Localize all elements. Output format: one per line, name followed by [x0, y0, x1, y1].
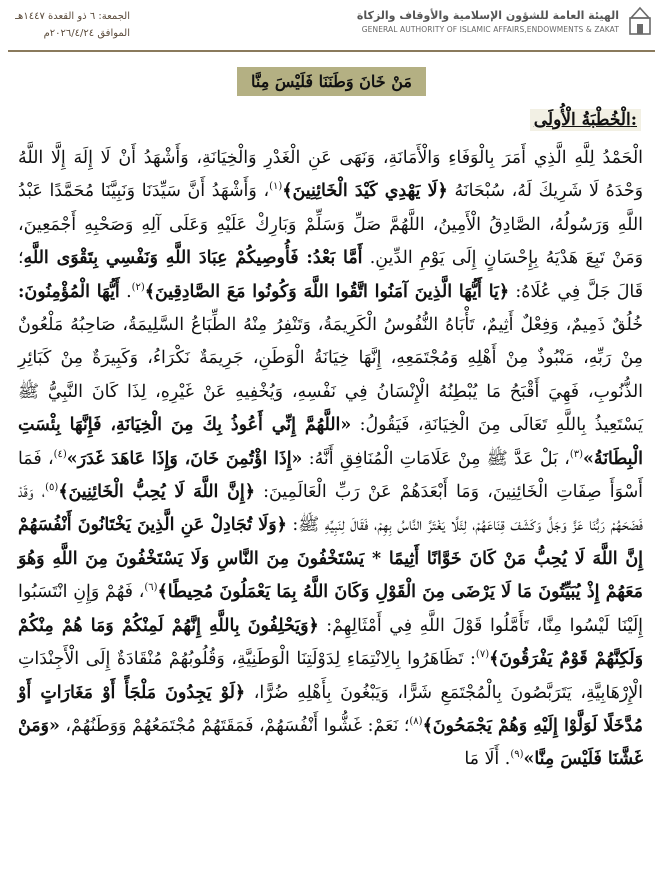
title-wrapper	[0, 67, 663, 96]
first-sermon-heading-wrapper	[530, 110, 641, 130]
emphasized-text: «اللَّهُمَّ إِنِّي أَعُوذُ بِكَ مِنَ الْخِيَانَةِ، فَإِنَّهَا بِئْسَتِ الْبِطَانَةُ»	[18, 415, 643, 469]
sermon-text: ، فَهُمْ وَإِنِ انْتَسَبُوا إِلَيْنَا لَيْسُوا مِنَّا، تَأَمَّلُوا قَوْلَ اللَّهِ فِي أَمْثَالِهِمْ:	[18, 582, 643, 636]
footnote-marker: (٩)	[510, 749, 524, 761]
emphasized-text: «إِذَا اؤْتُمِنَ خَانَ، وَإِذَا عَاهَدَ غَدَرَ»	[66, 448, 303, 469]
sermon-text: : تَظَاهَرُوا بِالِانْتِمَاءِ لِدَوْلَتِنَا الْوَطَنِيَّةِ، وَقُلُوبُهُمْ مُنْقَادَةٌ إِلَى الْأَجِنْدَاتِ الْإِرْهَابِيَّةِ، يَتَرَبَّصُونَ بِالْمُجْتَمَعِ شَرًّا، وَيَبْغُونَ بِأَهْلِهِ ضُرًّا،	[18, 649, 643, 703]
emphasized-text: ﴿وَيَحْلِفُونَ بِاللَّهِ إِنَّهُمْ لَمِنْكُمْ وَمَا هُمْ مِنْكُمْ وَلَكِنَّهُمْ قَوْمٌ يَفْرَقُونَ﴾	[18, 615, 643, 670]
emphasized-text: أَمَّا بَعْدُ: فَأُوصِيكُمْ عِبَادَ اللَّهِ وَنَفْسِي بِتَقْوَى اللَّهِ	[23, 248, 363, 269]
sermon-text: ، وَقَدْ فَضَحَهُمْ رَبُّنَا عَزَّ وَجَلَّ وَكَشَفَ قِنَاعَهُمْ، لِئَلَّا يَغْتَرَّ النَّاسُ بِهِمْ، فَقَالَ لِنَبِيِّهِ ﷺ:	[18, 482, 644, 536]
page-header	[0, 0, 663, 52]
sermon-text: .	[119, 281, 132, 302]
footnote-marker: (٨)	[409, 716, 423, 728]
sermon-text: ، وَأَشْهَدُ أَنَّ سَيِّدَنَا وَنَبِيَّنَا مُحَمَّدًا عَبْدُ اللَّهِ وَرَسُولُهُ، الصَّادِقُ الْأَمِينُ، اللَّهُمَّ صَلِّ وَسَلِّمْ وَبَارِكْ عَلَيْهِ وَعَلَى آلِهِ وَصَحْبِهِ أَجْمَعِينَ، وَمَنْ تَبِعَ هَدْيَهُ بِإِحْسَانٍ إِلَى يَوْمِ الدِّينِ.	[18, 181, 643, 269]
authority-name-english: GENERAL AUTHORITY OF ISLAMIC AFFAIRS,ENDOWMENTS & ZAKAT	[361, 24, 619, 34]
authority-branding	[357, 6, 653, 36]
footnote-marker: (٦)	[144, 582, 158, 594]
sermon-title: مَنْ خَانَ وَطَنَنَا فَلَيْسَ مِنَّا	[237, 67, 426, 96]
emphasized-text: ﴿لَا يَهْدِي كَيْدَ الْخَائِنِينَ﴾	[282, 181, 448, 202]
header-divider	[8, 50, 655, 52]
footnote-marker: (٤)	[53, 448, 67, 460]
sermon-body	[18, 142, 643, 777]
emphasized-text: ﴿يَا أَيُّهَا الَّذِينَ آمَنُوا اتَّقُوا اللَّهَ وَكُونُوا مَعَ الصَّادِقِينَ﴾	[144, 281, 510, 302]
footnote-marker: (٧)	[475, 649, 490, 661]
sermon-text: ؛ نَعَمْ: غَشُّوا أَنْفُسَهُمْ، فَمَقَتَهُمْ مُجْتَمَعُهُمْ وَوَطَنُهُمْ،	[59, 715, 410, 736]
sermon-text: ؛ قَالَ جَلَّ فِي عُلَاهُ:	[18, 248, 644, 302]
date-hijri: الجمعة: ٦ ذو القعدة ١٤٤٧هـ	[15, 11, 130, 22]
sermon-text: ، فَمَا أَسْوَأَ صِفَاتِ الْخَائِنِينَ، وَمَا أَبْعَدَهُمْ عَنْ رَبِّ الْعَالَمِينَ:	[18, 448, 644, 503]
sermon-text: الْحَمْدُ لِلَّهِ الَّذِي أَمَرَ بِالْوَفَاءِ وَالْأَمَانَةِ، وَنَهَى عَنِ الْغَدْرِ وَالْخِيَانَةِ، وَأَشْهَدُ أَنْ لَا إِلَهَ إِلَّا اللَّهُ وَحْدَهُ لَا شَرِيكَ لَهُ، سُبْحَانَهُ	[18, 148, 643, 202]
footnote-marker: (٣)	[569, 448, 583, 460]
sermon-text: ، بَلْ عَدَّ ﷺ مِنْ عَلَامَاتِ الْمُنَافِقِ أَنَّهُ:	[302, 448, 570, 469]
date-gregorian: الموافق ٢٠٢٦/٤/٢٤م	[43, 28, 130, 39]
footnote-marker: (١)	[269, 181, 283, 193]
emphasized-text: ﴿إِنَّ اللَّهَ لَا يُحِبُّ الْخَائِنِينَ﴾	[58, 482, 255, 503]
emphasized-text: ﴿لَوْ يَجِدُونَ مَلْجَأً أَوْ مَغَارَاتٍ أَوْ مُدَّخَلًا لَوَلَّوْا إِلَيْهِ وَهُمْ يَجْمَحُونَ﴾	[18, 682, 643, 736]
authority-name-arabic: الهيئة العامة للشؤون الإسلامية والأوقاف والزكاة	[356, 8, 619, 22]
authority-logo-icon	[627, 6, 653, 36]
sermon-paragraph	[18, 142, 643, 777]
emphasized-text: أَيُّهَا الْمُؤْمِنُونَ:	[18, 281, 120, 302]
footnote-marker: (٥)	[45, 482, 59, 494]
footnote-marker: (٢)	[131, 281, 145, 293]
authority-name	[357, 9, 619, 34]
date-block	[12, 8, 130, 42]
sermon-text: خُلُقٌ ذَمِيمٌ، وَفِعْلٌ أَثِيمٌ، تَأْبَاهُ النُّفُوسُ الْكَرِيمَةُ، وَتَنْفِرُ مِنْهُ الطِّبَاعُ السَّلِيمَةُ، صَاحِبُهُ مَلْعُونٌ مِنْ رَبِّهِ، مَنْبُوذٌ مِنْ أَهْلِهِ وَمُجْتَمَعِهِ، إِنَّهَا خِيَانَةُ الْوَطَنِ، جَرِيمَةٌ نَكْرَاءُ، وَكَبِيرَةٌ مِنْ كَبَائِرِ الذُّنُوبِ، فَهِيَ أَقْبَحُ مَا يُبْطِنُهُ الْإِنْسَانُ فِي نَفْسِهِ، وَيُخْفِيهِ عَنْ غَيْرِهِ، لِذَا كَانَ النَّبِيُّ ﷺ يَسْتَعِيذُ بِاللَّهِ تَعَالَى مِنَ الْخِيَانَةِ، فَيَقُولُ:	[18, 315, 643, 436]
emphasized-text: «وَمَنْ غَشَّنَا فَلَيْسَ مِنَّا»	[18, 715, 643, 770]
first-sermon-heading: الْخُطْبَةُ الْأُولَى:	[530, 109, 641, 131]
emphasized-text: ﴿وَلَا تُجَادِلْ عَنِ الَّذِينَ يَخْتَانُونَ أَنْفُسَهُمْ إِنَّ اللَّهَ لَا يُحِبُّ مَنْ كَانَ خَوَّانًا أَثِيمًا * يَسْتَخْفُونَ مِنَ النَّاسِ وَلَا يَسْتَخْفُونَ مِنَ اللَّهِ وَهُوَ مَعَهُمْ إِذْ يُبَيِّتُونَ مَا لَا يَرْضَى مِنَ الْقَوْلِ وَكَانَ اللَّهُ بِمَا يَعْمَلُونَ مُحِيطًا﴾	[18, 515, 643, 603]
sermon-text: . أَلَا مَا	[464, 749, 511, 770]
